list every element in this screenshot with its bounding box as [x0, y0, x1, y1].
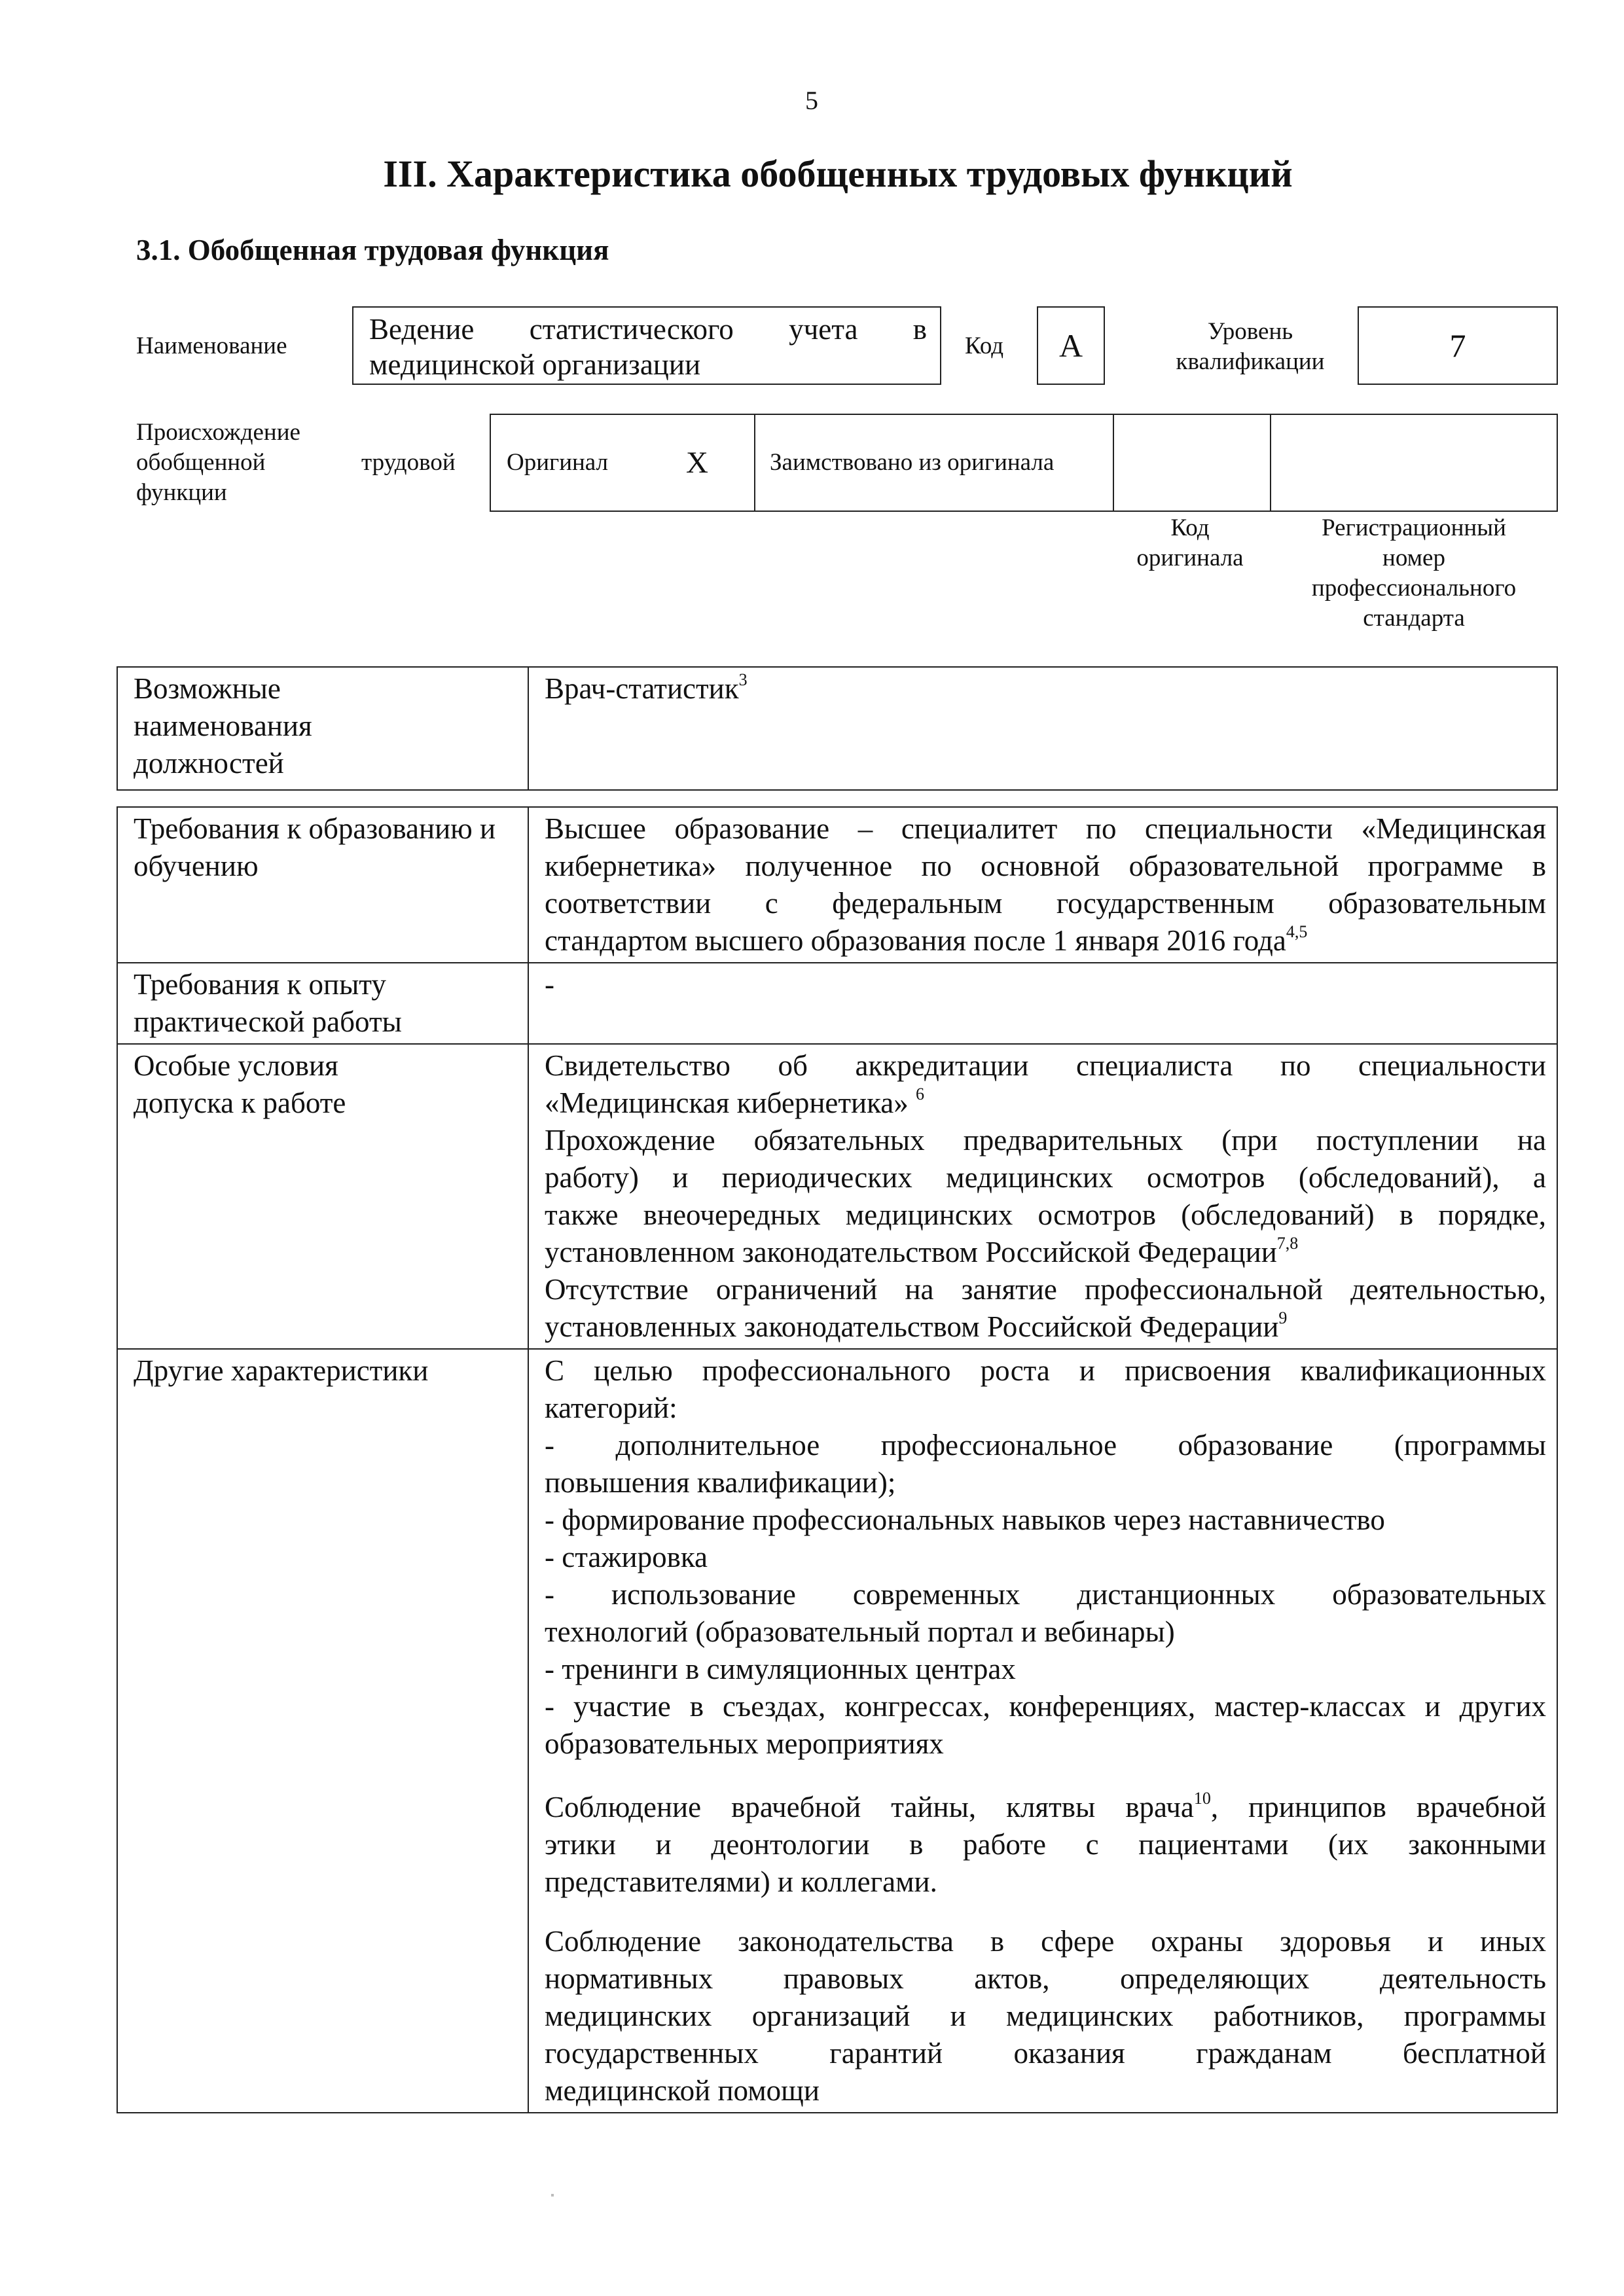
admission-p2-line4: установленном законодательством Российской Федерации: [545, 1236, 1277, 1268]
other-s1-line3: представителями) и коллегами.: [545, 1865, 937, 1898]
positions-label-line2: наименования: [134, 709, 312, 742]
experience-value: -: [528, 963, 1557, 1044]
name-value-box: [352, 306, 941, 385]
name-label: Наименование: [136, 332, 287, 359]
admission-p2-line2: работу) и периодических медицинских осмотров (обследований), а: [545, 1161, 1546, 1194]
name-value-line1: Ведение статистического учета в: [369, 313, 927, 346]
origin-label-line2: [136, 448, 490, 478]
admission-row: [117, 1044, 1557, 1349]
other-value: [528, 1349, 1557, 2113]
origin-label-line1: Происхождение: [136, 419, 300, 446]
original-label: Оригинал: [507, 449, 609, 476]
admission-label-line1: Особые условия: [134, 1049, 338, 1082]
origin-label-line2b: трудовой: [361, 449, 456, 476]
admission-p1-footnote: 6: [916, 1085, 925, 1103]
positions-value: [528, 667, 1557, 790]
education-line4: стандартом высшего образования после 1 января 2016 года: [545, 924, 1286, 957]
other-s2-line1: Соблюдение законодательства в сфере охраны здоровья и иных: [545, 1925, 1546, 1958]
requirements-table: [117, 806, 1558, 2113]
other-intro-line1: С целью профессионального роста и присвоения квалификационных: [545, 1354, 1546, 1387]
level-value: 7: [1449, 327, 1466, 364]
other-b1-line2: повышения квалификации);: [545, 1466, 896, 1499]
admission-p2-footnote: 7,8: [1276, 1234, 1299, 1253]
code-label: Код: [965, 332, 1004, 359]
code-caption-line1: Код: [1170, 514, 1210, 541]
other-s2-line3: медицинских организаций и медицинских работников, программы: [545, 2000, 1546, 2032]
other-row: [117, 1349, 1557, 2113]
other-intro-line2: категорий:: [545, 1391, 677, 1424]
other-label: Другие характеристики: [117, 1349, 528, 2113]
code-original-caption: [1111, 513, 1269, 573]
experience-label-line2: практической работы: [134, 1005, 402, 1038]
education-line3: соответствии с федеральным государственным образовательным: [545, 887, 1546, 920]
reg-caption-line2: номер: [1382, 545, 1445, 571]
positions-footnote: 3: [738, 670, 748, 689]
other-s2-line5: медицинской помощи: [545, 2074, 820, 2107]
other-s1-post: , принципов врачебной: [1210, 1791, 1546, 1823]
other-s2-line2: нормативных правовых актов, определяющих деятельность: [545, 1962, 1546, 1995]
other-s2-line4: государственных гарантий оказания гражданам бесплатной: [545, 2037, 1546, 2070]
page-number: 5: [805, 86, 818, 115]
other-s1-line2: этики и деонтологии в работе с пациентами (их законными: [545, 1828, 1546, 1861]
admission-p1-line2: «Медицинская кибернетика»: [545, 1086, 909, 1119]
level-label-line2: квалификации: [1176, 348, 1325, 375]
experience-row: [117, 963, 1557, 1044]
level-label: [1152, 317, 1348, 377]
other-b2: - формирование профессиональных навыков через наставничество: [545, 1503, 1385, 1536]
scan-speck: [551, 2194, 554, 2197]
reg-number-caption: [1270, 513, 1558, 634]
positions-label-line3: должностей: [134, 747, 284, 780]
admission-p2-line1: Прохождение обязательных предварительных (при поступлении на: [545, 1124, 1546, 1157]
education-value: [528, 807, 1557, 963]
other-b4-line1: - использование современных дистанционных образовательных: [545, 1578, 1546, 1611]
other-b5: - тренинги в симуляционных центрах: [545, 1653, 1016, 1685]
education-label: Требования к образованию и обучению: [117, 807, 528, 963]
origin-label: [136, 418, 490, 508]
subsection-title: 3.1. Обобщенная трудовая функция: [136, 234, 609, 266]
level-label-line1: Уровень: [1207, 318, 1293, 345]
section-title: III. Характеристика обобщенных трудовых функций: [383, 152, 1293, 195]
original-mark: X: [686, 446, 708, 480]
name-value-line2: медицинской организации: [369, 348, 701, 381]
reg-caption-line4: стандарта: [1363, 605, 1465, 632]
other-b4-line2: технологий (образовательный портал и вебинары): [545, 1615, 1175, 1648]
code-caption-line2: оригинала: [1136, 545, 1244, 571]
other-b1-line1: - дополнительное профессиональное образование (программы: [545, 1429, 1546, 1462]
level-value-box: [1358, 306, 1558, 385]
other-s1-footnote: 10: [1193, 1789, 1211, 1808]
experience-label-line1: Требования к опыту: [134, 968, 386, 1001]
borrowed-label: Заимствовано из оригинала: [770, 449, 1055, 476]
positions-table: [117, 666, 1558, 791]
education-row: [117, 807, 1557, 963]
education-footnote: 4,5: [1286, 922, 1308, 941]
admission-p3-line1: Отсутствие ограничений на занятие профессиональной деятельностью,: [545, 1273, 1546, 1306]
admission-value: [528, 1044, 1557, 1349]
admission-label: [117, 1044, 528, 1349]
education-line2: кибернетика» полученное по основной образовательной программе в: [545, 850, 1546, 882]
admission-p2-line3: также внеочередных медицинских осмотров (обследований) в порядке,: [545, 1198, 1546, 1231]
reg-caption-line3: профессионального: [1311, 575, 1517, 601]
positions-label-line1: Возможные: [134, 672, 281, 705]
other-s1-pre: Соблюдение врачебной тайны, клятвы врача: [545, 1791, 1194, 1823]
education-line1: Высшее образование – специалитет по специальности «Медицинская: [545, 812, 1546, 845]
positions-label: [117, 667, 528, 790]
origin-label-line2a: обобщенной: [136, 449, 266, 476]
other-b3: - стажировка: [545, 1541, 708, 1573]
reg-caption-line1: Регистрационный: [1322, 514, 1506, 541]
admission-p3-footnote: 9: [1278, 1308, 1288, 1327]
admission-p3-line2: установленных законодательством Российской Федерации: [545, 1310, 1279, 1343]
other-b6-line1: - участие в съездах, конгрессах, конференциях, мастер-классах и других: [545, 1690, 1546, 1723]
positions-value-text: Врач-статистик: [545, 672, 739, 705]
positions-row: [117, 667, 1557, 790]
origin-label-line3: функции: [136, 479, 227, 506]
admission-p1-line1: Свидетельство об аккредитации специалиста по специальности: [545, 1049, 1546, 1082]
experience-label: [117, 963, 528, 1044]
other-b6-line2: образовательных мероприятиях: [545, 1727, 944, 1760]
code-value-box: [1037, 306, 1105, 385]
code-value: А: [1058, 327, 1083, 364]
admission-label-line2: допуска к работе: [134, 1086, 346, 1119]
origin-grid: [490, 414, 1558, 512]
